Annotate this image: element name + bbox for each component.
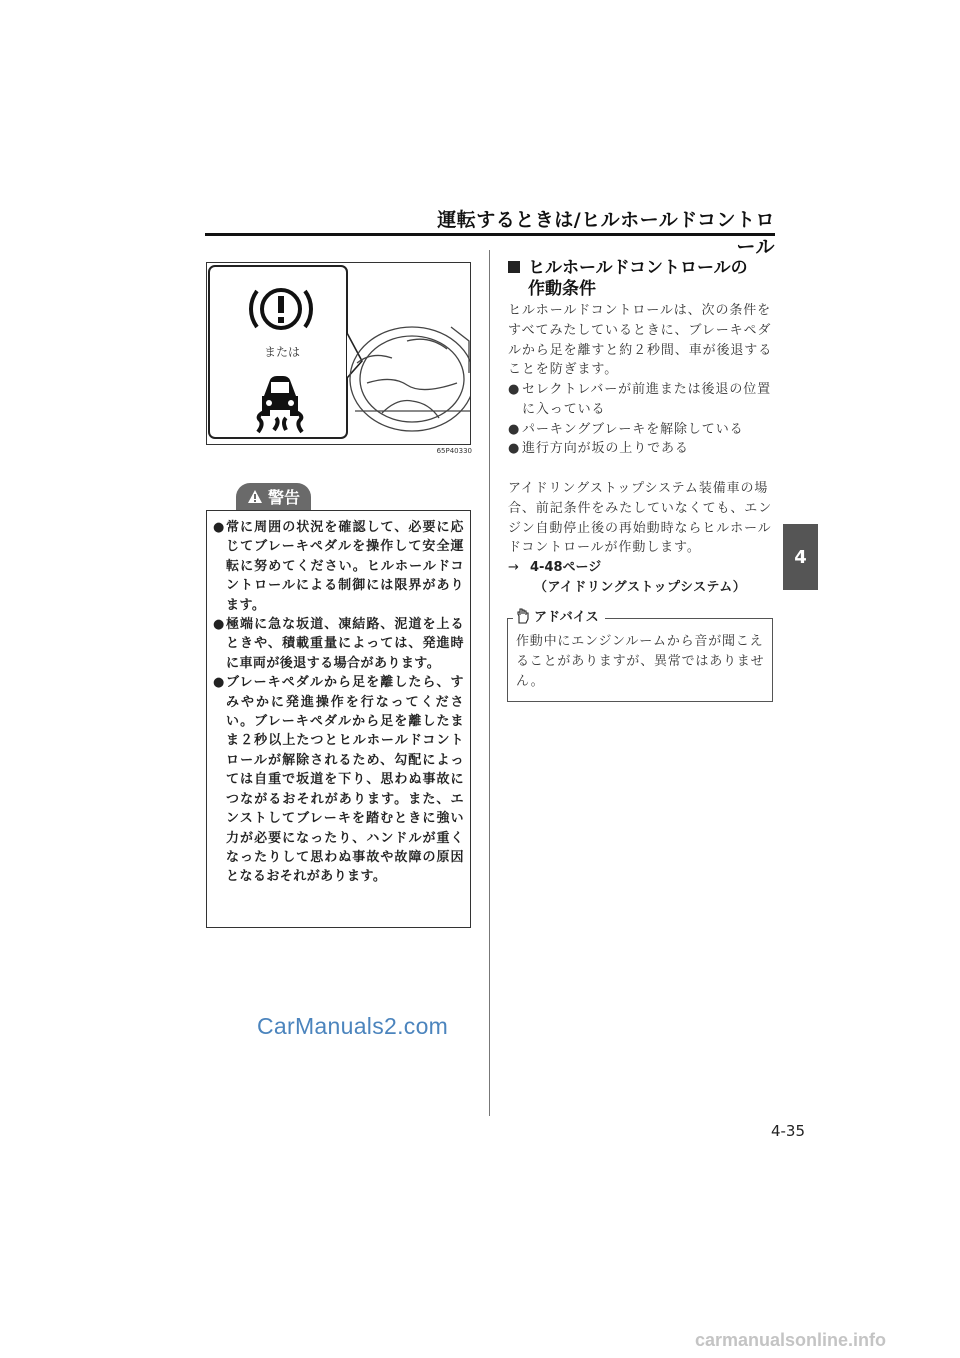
page-reference[interactable]: [508, 558, 773, 598]
traction-control-icon: [250, 368, 310, 436]
conditions-list: [508, 380, 773, 459]
watermark-top: CarManuals2.com: [257, 1013, 449, 1039]
warning-box: [206, 510, 471, 928]
warning-badge: [236, 483, 311, 510]
condition-item: ● セレクトレバーが前進または後退の位置に入っている: [508, 382, 772, 417]
page-header-title: 運転するときは/ヒルホールドコントロール: [437, 209, 775, 258]
advice-label: アドバイス: [534, 610, 599, 625]
column-divider: [489, 250, 490, 1116]
page-number: 4-35: [770, 1122, 805, 1140]
section-title: ヒルホールドコントロールの 作動条件: [508, 258, 778, 300]
reference-arrow-icon: →: [508, 560, 519, 575]
warning-triangle-icon: [247, 489, 263, 504]
figure-or-label: または: [263, 345, 300, 359]
header-rule: [205, 233, 775, 236]
hill-hold-figure: [206, 262, 471, 445]
brake-warning-icon: [245, 283, 317, 335]
watermark-bottom: carmanualsonline.info: [695, 1330, 887, 1350]
warning-item: ● 常に周囲の状況を確認して、必要に応じてブレーキペダルを操作して安全運転に努めてください。ヒルホールドコントロールによる制御には限界があります。: [213, 520, 464, 613]
section-intro: ヒルホールドコントロールは、次の条件をすべてみたしているときに、ブレーキペダルから足を離すと約２秒間、車が後退することを防ぎます。: [508, 303, 773, 378]
advice-text: 作動中にエンジンルームから音が聞こえることがありますが、異常ではありません。: [516, 634, 765, 689]
chapter-tab[interactable]: 4: [783, 524, 818, 590]
warning-list: [213, 518, 464, 887]
condition-item: ● 進行方向が坂の上りである: [508, 441, 689, 457]
reference-page[interactable]: 4-48ページ: [530, 560, 602, 575]
advice-header: [513, 606, 605, 625]
figure-code: 65P40330: [436, 447, 472, 455]
warning-item: ● ブレーキペダルから足を離したら、すみやかに発進操作を行なってください。ブレーキペダルから足を離したまま２秒以上たつとヒルホールドコントロールが解除されるため、勾配によっては自重で坂道を下り、思わぬ事故につながるおそれがあります。また、エンストしてブレーキを踏むときに強い力が必要になったり、ハンドルが重くなったりして思わぬ事故や故障の原因となるおそれがあります。: [213, 675, 464, 885]
advice-hand-icon: [515, 608, 531, 624]
reference-title: （アイドリングストップシステム）: [534, 579, 747, 595]
section-square-icon: [508, 261, 520, 273]
warning-item: ● 極端に急な坂道、凍結路、泥道を上るときや、積載重量によっては、発進時に車両が後退する場合があります。: [213, 617, 464, 671]
condition-item: ● パーキングブレーキを解除している: [508, 421, 744, 437]
warning-label: 警告: [267, 488, 300, 507]
idle-stop-note: アイドリングストップシステム装備車の場合、前記条件をみたしていなくても、エンジン自動停止後の再始動時ならヒルホールドコントロールが作動します。: [508, 481, 773, 556]
